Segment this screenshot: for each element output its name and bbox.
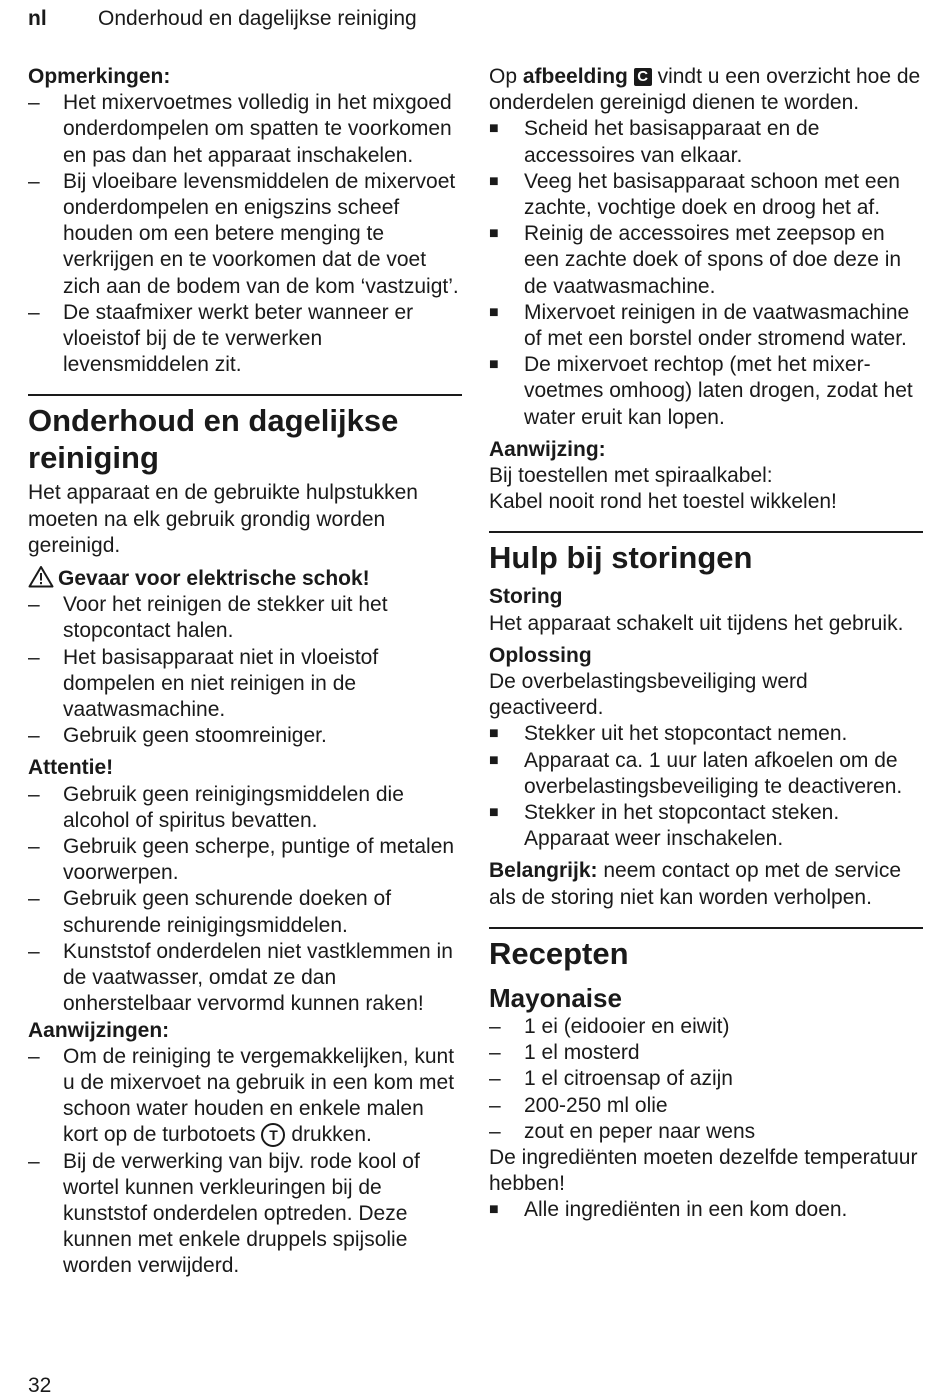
list-item: ■ Stekker uit het stopcontact nemen.	[489, 722, 848, 746]
section-title-recepten: Recepten	[489, 935, 629, 971]
list-item: ■ De mixervoet rechtop (met het mixervoetmes omhoog) laten drogen, zodat het water eruit kan lopen.	[489, 353, 913, 429]
list-item: – Gebruik geen stoomreiniger.	[28, 724, 327, 748]
list-item: – Het mixervoetmes volledig in het mixgoed onderdompelen om spatten te voorkomen en pas dan het apparaat inschakelen.	[28, 91, 452, 167]
left-column	[28, 64, 462, 1280]
attentie-list	[28, 782, 462, 1018]
list-item: – zout en peper naar wens	[489, 1119, 756, 1143]
oplossing-steps	[489, 721, 923, 852]
list-item: – 1 el citroensap of azijn	[489, 1067, 733, 1091]
opmerkingen-heading: Opmerkingen:	[28, 65, 171, 88]
list-item: ■ Scheid het basisapparaat en de accessoires van elkaar.	[489, 117, 820, 167]
list-item: – Kunststof onderdelen niet vastklemmen in de vaatwasser, omdat ze dan onherstelbaar vervormd kunnen raken!	[28, 939, 453, 1016]
storing-heading: Storing	[489, 585, 563, 609]
list-item: ■ Stekker in het stopcontact steken. Apparaat weer inschakelen.	[489, 801, 840, 851]
cleaning-steps	[489, 116, 923, 430]
list-item: – 200-250 ml olie	[489, 1093, 668, 1117]
aanwijzingen-heading: Aanwijzingen:	[28, 1018, 170, 1042]
section-divider	[28, 394, 462, 396]
section-title-hulp: Hulp bij storingen	[489, 540, 753, 576]
right-column	[489, 64, 923, 1224]
oplossing-heading: Oplossing	[489, 643, 592, 667]
list-item: – 1 el mosterd	[489, 1041, 640, 1065]
section-divider	[489, 927, 923, 929]
onderhoud-intro: Het apparaat en de gebruikte hulpstukken moeten na elk gebruik grondig worden gereinigd.	[28, 481, 418, 557]
opmerkingen-list	[28, 90, 462, 378]
recipe-title-mayonaise: Mayonaise	[489, 982, 622, 1013]
temperature-note: De ingrediënten moeten dezelfde temperatuur hebben!	[489, 1145, 918, 1196]
warning-triangle-icon	[28, 565, 54, 588]
figure-c-icon: C	[634, 68, 652, 86]
page-number: 32	[28, 1374, 52, 1397]
language-code: nl	[28, 7, 47, 30]
list-item: – Bij vloeibare levensmiddelen de mixervoet onderdompelen en enigszins scheef houden om een betere menging te verkrijgen en te voorkomen dat de voet zich aan de bodem van de kom ‘vastzuigt’.	[28, 169, 459, 298]
aanwijzing-heading: Aanwijzing:	[489, 437, 606, 461]
aanwijzing-line-1: Bij toestellen met spiraalkabel:	[489, 464, 773, 488]
aanwijzing-line-2: Kabel nooit rond het toestel wikkelen!	[489, 490, 837, 514]
list-item: – Het basisapparaat niet in vloeistof dompelen en niet reinigen in de vaatwasmachine.	[28, 645, 379, 722]
figure-reference: Op afbeelding C vindt u een overzicht hoe de onderdelen gereinigd dienen te worden.	[489, 65, 921, 115]
storing-text: Het apparaat schakelt uit tijdens het gebruik.	[489, 611, 904, 635]
list-item: ■ Veeg het basisapparaat schoon met een zachte, vochtige doek en droog het af.	[489, 169, 900, 220]
attentie-heading: Attentie!	[28, 756, 114, 780]
list-item: – Voor het reinigen de stekker uit het stopcontact halen.	[28, 593, 388, 643]
list-item: – Bij de verwerking van bijv. rode kool of wortel kunnen verkleuringen bij de kunststof onderdelen optreden. Deze kunnen met enkele druppels spijsolie worden verwijderd.	[28, 1149, 420, 1278]
list-item: ■ Alle ingrediënten in een kom doen.	[489, 1198, 848, 1222]
section-title-onderhoud: Onderhoud en dagelijkse reiniging	[28, 403, 399, 476]
recipe-steps	[489, 1197, 923, 1223]
list-item: – 1 ei (eidooier en eiwit)	[489, 1014, 730, 1038]
warning-heading: Gevaar voor elektrische schok!	[28, 565, 462, 592]
belangrijk-note: Belangrijk: neem contact op met de service als de storing niet kan worden verholpen.	[489, 859, 902, 909]
turbo-button-icon: T	[261, 1123, 285, 1147]
warning-list	[28, 592, 462, 749]
oplossing-text: De overbelastingsbeveiliging werd geactiveerd.	[489, 670, 808, 720]
list-item: – De staafmixer werkt beter wanneer er vloeistof bij de te verwerken levensmiddelen zit.	[28, 300, 414, 377]
list-item: ■ Mixervoet reinigen in de vaatwasmachine of met een borstel onder stromend water.	[489, 300, 910, 351]
section-divider	[489, 531, 923, 533]
list-item: – Gebruik geen schurende doeken of schurende reinigingsmiddelen.	[28, 887, 392, 937]
list-item: ■ Apparaat ca. 1 uur laten afkoelen om de overbelastingsbeveiliging te deactiveren.	[489, 748, 903, 798]
ingredients-list	[489, 1014, 923, 1145]
list-item: – Om de reiniging te vergemakkelijken, kunt u de mixervoet na gebruik in een kom met schoon water houden en enkele malen kort op de turbotoets T drukken.	[28, 1044, 455, 1147]
header-title: Onderhoud en dagelijkse reiniging	[98, 7, 417, 30]
list-item: – Gebruik geen reinigingsmiddelen die alcohol of spiritus bevatten.	[28, 782, 404, 832]
page-header	[28, 6, 417, 32]
list-item: ■ Reinig de accessoires met zeepsop en een zachte doek of spons of doe deze in de vaatwasmachine.	[489, 222, 902, 298]
aanwijzingen-list	[28, 1044, 462, 1280]
list-item: – Gebruik geen scherpe, puntige of metalen voorwerpen.	[28, 835, 455, 885]
